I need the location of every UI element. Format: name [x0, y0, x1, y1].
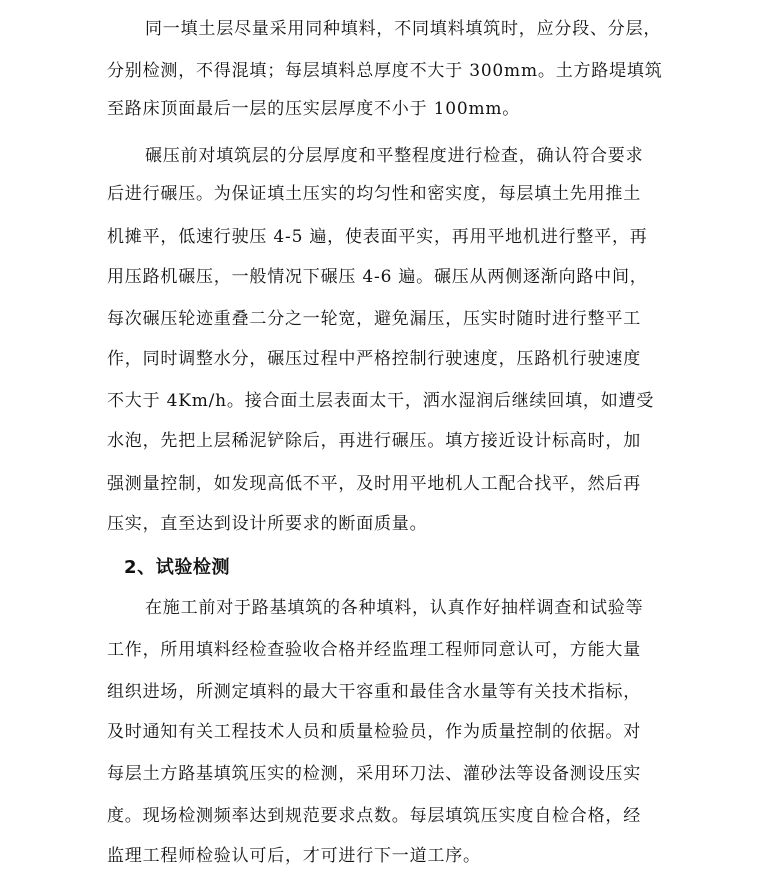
paragraph-3-line-6: 度。现场检测频率达到规范要求点数。每层填筑压实度自检合格，经 — [107, 806, 641, 826]
section-heading: 2、试验检测 — [124, 557, 231, 578]
paragraph-1-line-1: 同一填土层尽量采用同种填料，不同填料填筑时，应分段、分层， — [145, 19, 662, 39]
paragraph-2-line-5: 每次碾压轮迹重叠二分之一轮宽，避免漏压，压实时随时进行整平工 — [107, 309, 641, 329]
paragraph-2-line-2: 后进行碾压。为保证填土压实的均匀性和密实度，每层填土先用推土 — [107, 184, 641, 204]
paragraph-2-line-10: 压实，直至达到设计所要求的断面质量。 — [107, 514, 428, 534]
paragraph-3-line-5: 每层土方路基填筑压实的检测，采用环刀法、灌砂法等设备测设压实 — [107, 764, 641, 784]
paragraph-1-line-3: 至路床顶面最后一层的压实层厚度不小于 100mm。 — [107, 99, 521, 119]
paragraph-3-line-7: 监理工程师检验认可后，才可进行下一道工序。 — [107, 846, 481, 866]
paragraph-2-line-9: 强测量控制，如发现高低不平，及时用平地机人工配合找平，然后再 — [107, 474, 641, 494]
paragraph-3-line-3: 组织进场，所测定填料的最大干容重和最佳含水量等有关技术指标， — [107, 682, 641, 702]
paragraph-3-line-4: 及时通知有关工程技术人员和质量检验员，作为质量控制的依据。对 — [107, 722, 641, 742]
paragraph-2-line-1: 碾压前对填筑层的分层厚度和平整程度进行检查，确认符合要求 — [145, 146, 644, 166]
paragraph-2-line-3: 机摊平，低速行驶压 4-5 遍，使表面平实，再用平地机进行整平，再 — [107, 227, 648, 247]
paragraph-2-line-6: 作，同时调整水分，碾压过程中严格控制行驶速度，压路机行驶速度 — [107, 349, 641, 369]
paragraph-2-line-8: 水泡，先把上层稀泥铲除后，再进行碾压。填方接近设计标高时，加 — [107, 431, 641, 451]
paragraph-3-line-2: 工作，所用填料经检查验收合格并经监理工程师同意认可，方能大量 — [107, 640, 641, 660]
paragraph-2-line-4: 用压路机碾压，一般情况下碾压 4-6 遍。碾压从两侧逐渐向路中间， — [107, 267, 648, 287]
paragraph-3-line-1: 在施工前对于路基填筑的各种填料，认真作好抽样调查和试验等 — [145, 598, 644, 618]
paragraph-2-line-7: 不大于 4Km/h。接合面土层表面太干，洒水湿润后继续回填，如遭受 — [107, 391, 655, 411]
paragraph-1-line-2: 分别检测，不得混填；每层填料总厚度不大于 300mm。土方路堤填筑 — [107, 61, 663, 81]
